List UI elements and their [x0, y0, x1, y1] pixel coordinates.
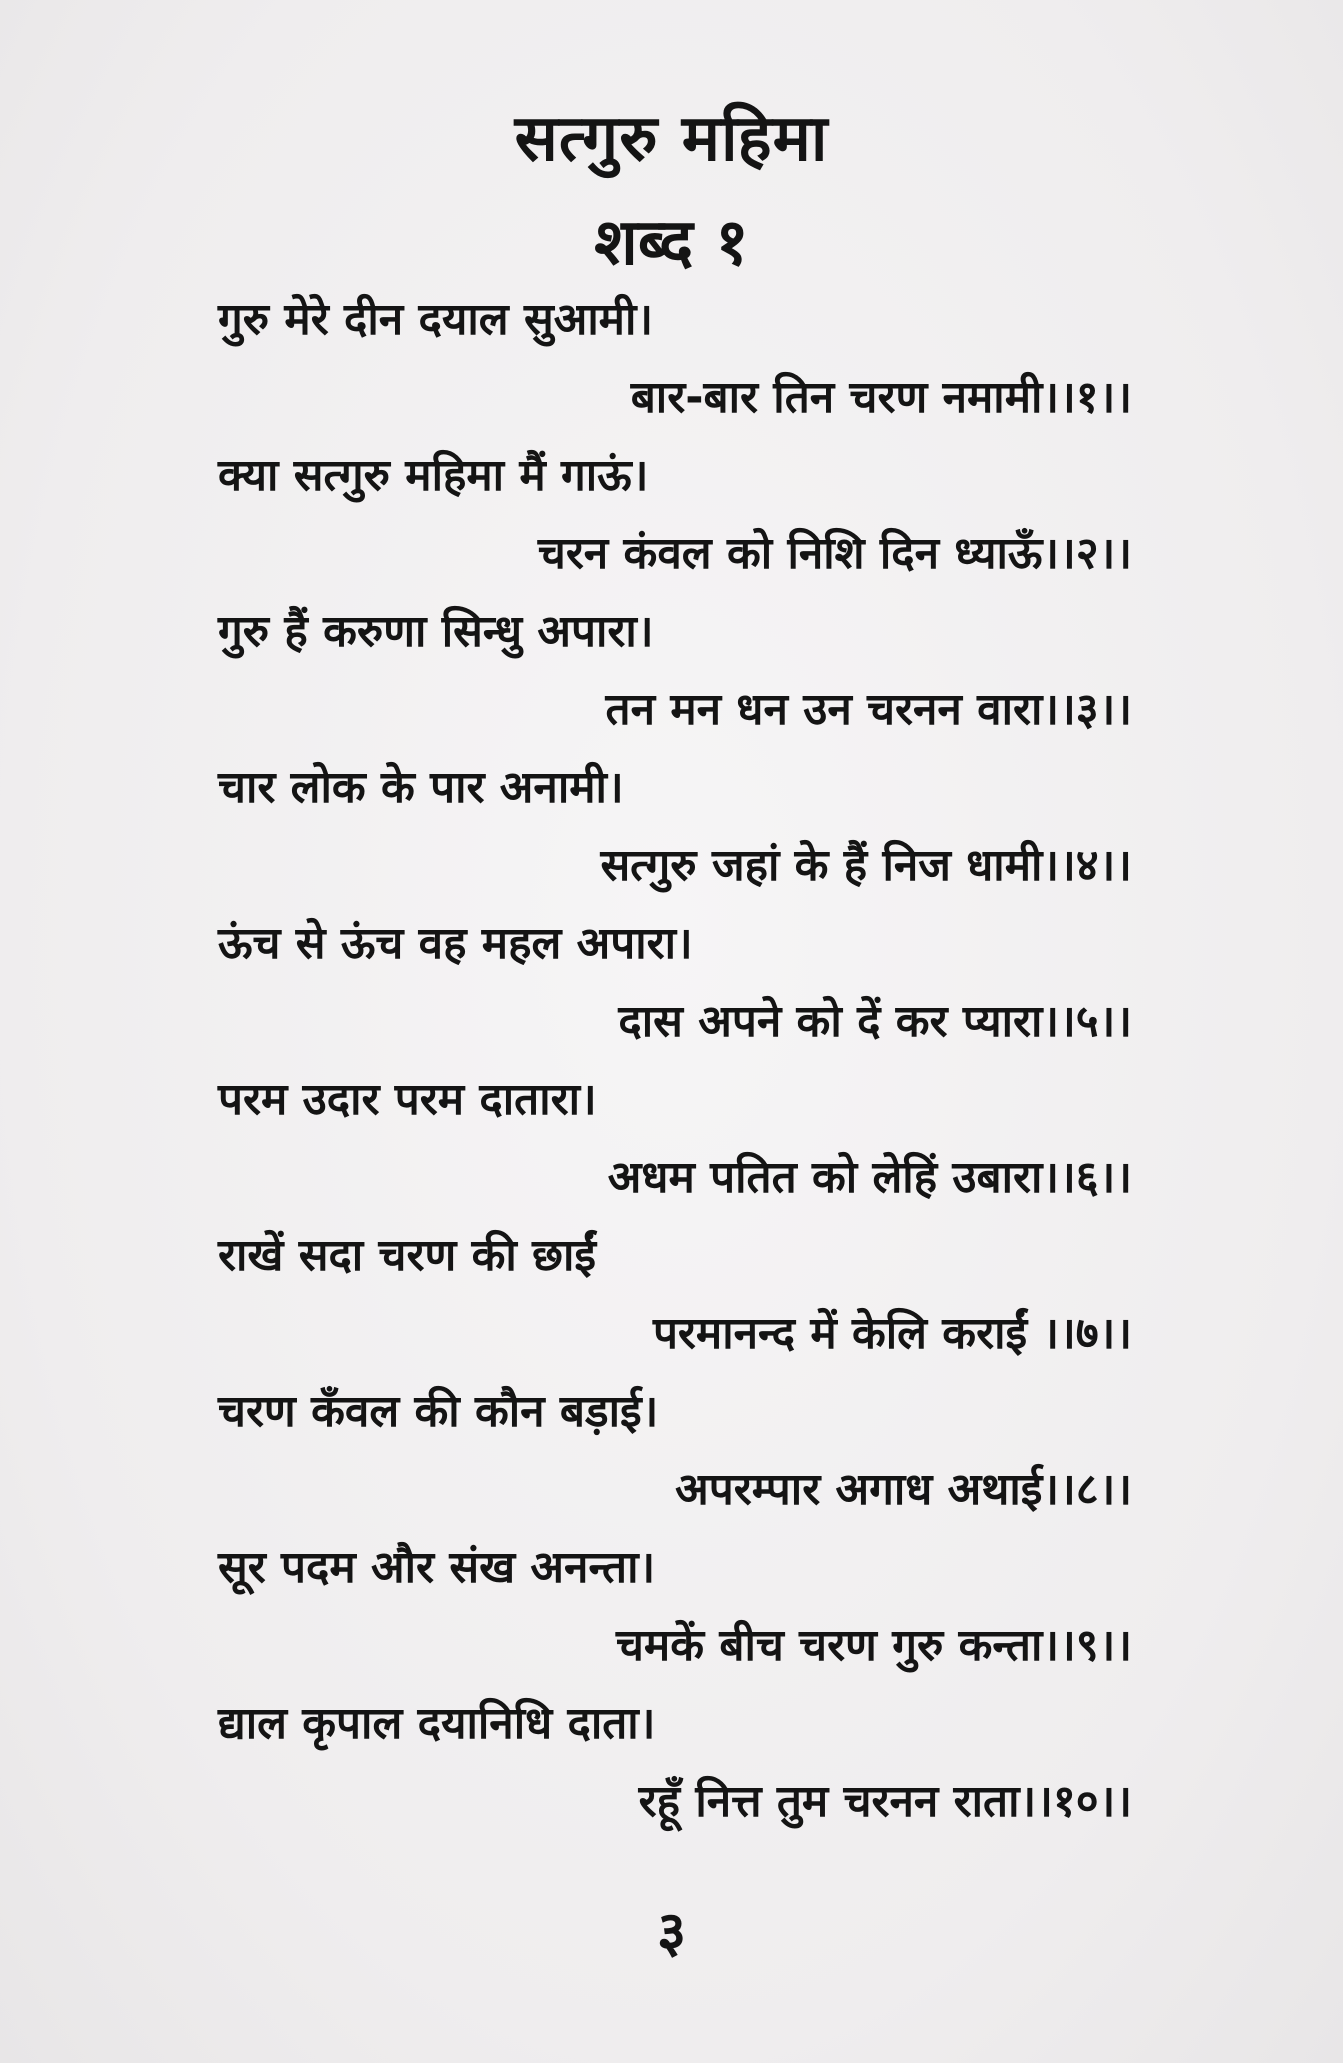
page-title: सत्गुरु महिमा [514, 102, 829, 176]
verse-line: गुरु हैं करुणा सिन्धु अपारा। [218, 606, 654, 657]
verse-line: ऊंच से ऊंच वह महल अपारा। [218, 918, 693, 969]
verse-line: परम उदार परम दातारा। [218, 1074, 597, 1125]
verse-line: सत्गुरु जहां के हैं निज धामी।।४।। [600, 840, 1132, 891]
verse-line: दास अपने को दें कर प्यारा।।५।। [618, 996, 1132, 1047]
verse-line: गुरु मेरे दीन दयाल सुआमी। [218, 294, 654, 345]
page-subtitle: शब्द १ [594, 206, 749, 280]
verse-line: द्याल कृपाल दयानिधि दाता। [218, 1698, 656, 1749]
verse-line: सूर पदम और संख अनन्ता। [218, 1542, 656, 1593]
page-number: ३ [656, 1900, 687, 1965]
verse-line: राखें सदा चरण की छाईं [218, 1230, 596, 1281]
verse-line: चरन कंवल को निशि दिन ध्याऊँ।।२।। [537, 528, 1132, 579]
verse-line: क्या सत्गुरु महिमा मैं गाऊं। [218, 450, 649, 501]
verse-line: तन मन धन उन चरनन वारा।।३।। [605, 684, 1132, 735]
verse-line: रहूँ नित्त तुम चरनन राता।।१०।। [638, 1776, 1132, 1827]
verse-line: चमकें बीच चरण गुरु कन्ता।।९।। [615, 1620, 1132, 1671]
verse-line: चार लोक के पार अनामी। [218, 762, 624, 813]
verse-line: अधम पतित को लेहिं उबारा।।६।। [607, 1152, 1132, 1203]
verse-line: परमानन्द में केलि कराईं ।।७।। [652, 1308, 1132, 1359]
verse-line: चरण कँवल की कौन बड़ाई। [218, 1386, 659, 1437]
verse-line: बार-बार तिन चरण नमामी।।१।। [630, 372, 1132, 423]
verse-line: अपरम्पार अगाध अथाई।।८।। [675, 1464, 1132, 1515]
